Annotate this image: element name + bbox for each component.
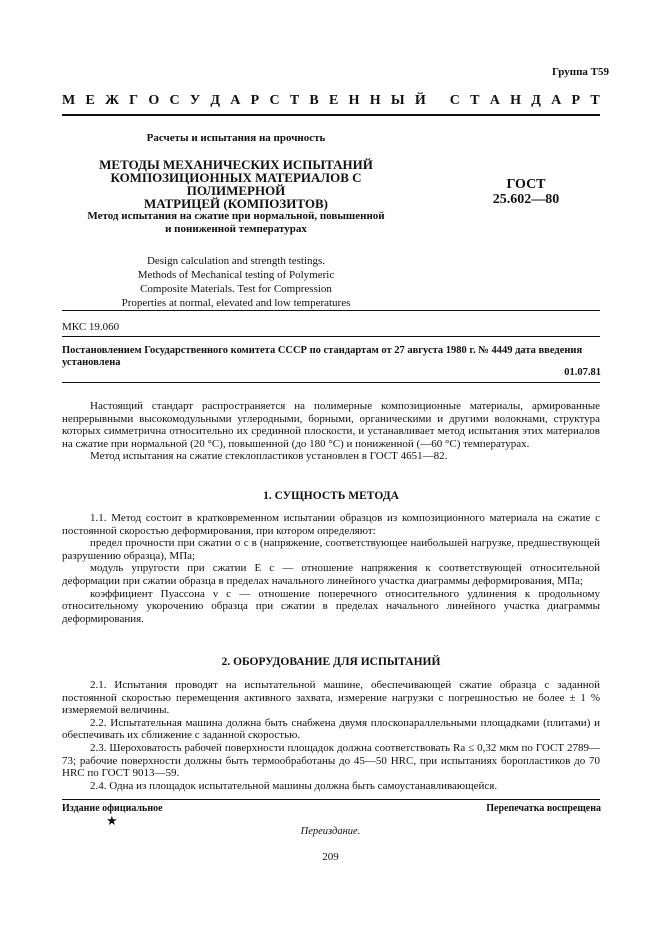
banner-letter: Н bbox=[348, 93, 360, 108]
subtitle-line: Метод испытания на сжатие при нормальной, повышенной bbox=[87, 210, 385, 222]
mks-code: МКС 19.060 bbox=[62, 321, 120, 333]
title-line: МЕТОДЫ МЕХАНИЧЕСКИХ ИСПЫТАНИЙ bbox=[99, 157, 373, 172]
banner-letter: Г bbox=[129, 93, 139, 108]
page-number: 209 bbox=[322, 851, 339, 863]
decree-text: Постановлением Государственного комитета СССР по стандартам от 27 августа 1980 г. № 4449 дата введения установлена bbox=[62, 345, 583, 368]
banner-letter: В bbox=[309, 93, 319, 108]
banner-letter: Е bbox=[85, 93, 95, 108]
english-title bbox=[62, 254, 410, 310]
gost-label: ГОСТ bbox=[506, 177, 546, 192]
banner-letter: О bbox=[148, 93, 160, 108]
section2-paragraph: 2.2. Испытательная машина должна быть снабжена двумя плоскопараллельными площадками (плитами) и обеспечивать их сближение с заданной скоростью. bbox=[62, 716, 600, 742]
banner-letter: Ы bbox=[390, 93, 405, 108]
banner-letter: У bbox=[189, 93, 201, 108]
banner-letter: Р bbox=[250, 93, 260, 108]
section2-paragraph: 2.4. Одна из площадок испытательной машины должна быть самоустанавливающейся. bbox=[90, 779, 498, 792]
banner-letter: Н bbox=[369, 93, 381, 108]
banner-letter: Ж bbox=[105, 93, 119, 108]
group-code: Группа Т59 bbox=[551, 66, 609, 78]
banner-letter: Й bbox=[414, 93, 426, 108]
english-line: Design calculation and strength testings. bbox=[146, 255, 326, 267]
effective-date: 01.07.81 bbox=[564, 367, 601, 378]
section2-body bbox=[62, 679, 600, 792]
banner-letter: Т bbox=[590, 93, 600, 108]
english-line: Methods of Mechanical testing of Polymeric bbox=[137, 269, 335, 281]
official-edition-label: Издание официальное bbox=[62, 803, 163, 814]
section1-paragraph: предел прочности при сжатии σ с в (напряжение, соответствующее наибольшей нагрузке, предшествующей разрушению образца), МПа; bbox=[62, 537, 600, 562]
intro-paragraph: Метод испытания на сжатие стеклопластиков установлен в ГОСТ 4651—82. bbox=[90, 450, 448, 463]
banner-letter: Т bbox=[470, 93, 480, 108]
reprint-prohibited-label: Перепечатка воспрещена bbox=[486, 803, 601, 814]
intro-section bbox=[62, 400, 600, 463]
english-line: Composite Materials. Test for Compression bbox=[140, 283, 332, 295]
banner-letter: А bbox=[230, 93, 241, 108]
section1-paragraph: модуль упругости при сжатии E с — отношение напряжения к соответствующей относительной деформации при сжатии образца в пределах начального линейного участка диаграммы деформирования, МПа; bbox=[62, 562, 600, 587]
banner-letter: С bbox=[449, 93, 460, 108]
banner-letter: С bbox=[269, 93, 280, 108]
banner-letter: Т bbox=[289, 93, 300, 108]
banner-letter: Р bbox=[571, 93, 581, 108]
star-icon: ★ bbox=[106, 813, 118, 828]
title-line: КОМПОЗИЦИОННЫХ МАТЕРИАЛОВ С ПОЛИМЕРНОЙ bbox=[110, 170, 362, 198]
banner-gap bbox=[436, 93, 440, 109]
section2-paragraph: 2.3. Шероховатость рабочей поверхности площадок должна соответствовать Ra ≤ 0,32 мкм по ГОСТ 2789—73; рабочие поверхности должны быть термообработаны до 45—50 HRC, при испытаниях боропластиков до 70 HRC по ГОСТ 9013—59. bbox=[62, 741, 600, 780]
banner-letter: С bbox=[169, 93, 180, 108]
section1-paragraph: коэффициент Пуассона ν с — отношение поперечного относительного удлинения к продольному относительному укорочению образца при сжатии в пределах начального линейного участка диаграммы деформирования. bbox=[62, 587, 600, 625]
english-line: Properties at normal, elevated and low temperatures bbox=[121, 297, 351, 309]
banner-letter: Е bbox=[329, 93, 339, 108]
intro-paragraph: Настоящий стандарт распространяется на полимерные композиционные материалы, армированные непрерывными высокомодульными углеродными, борными, органическими и другими волокнами, структура которых симметрична относительно их срединной плоскости, и устанавливает метод испытания этих материалов на сжатие при нормальной (20 °С), повышенной (до 180 °С) и пониженной (—60 °С) температурах. bbox=[62, 400, 600, 450]
banner-letter: Д bbox=[531, 93, 541, 108]
reissue-note: Переиздание. bbox=[300, 826, 361, 837]
subtitle-method bbox=[62, 210, 410, 236]
section1-body bbox=[62, 512, 600, 625]
standard-banner bbox=[62, 93, 600, 109]
banner-letter: Д bbox=[210, 93, 221, 108]
title-line: МАТРИЦЕЙ (КОМПОЗИТОВ) bbox=[143, 196, 328, 211]
section2-paragraph: 2.1. Испытания проводят на испытательной машине, обеспечивающей сжатие образца с заданной постоянной скоростью перемещения активного захвата, измерение нагрузки с погрешностью не более ± 1 % измеряемой величины. bbox=[62, 679, 600, 717]
subtitle-line: и пониженной температурах bbox=[165, 223, 307, 235]
banner-letter: А bbox=[551, 93, 562, 108]
footer-rule bbox=[62, 799, 600, 800]
banner-letter: А bbox=[489, 93, 500, 108]
section1-paragraph: 1.1. Метод состоит в кратковременном испытании образцов из композиционного материала на сжатие с постоянной скоростью деформирования, при котором определяют: bbox=[62, 512, 600, 537]
section2-heading: 2. ОБОРУДОВАНИЕ ДЛЯ ИСПЫТАНИЙ bbox=[221, 656, 441, 668]
section1-heading: 1. СУЩНОСТЬ МЕТОДА bbox=[263, 490, 399, 502]
title-rule bbox=[62, 310, 600, 311]
subtitle-strength: Расчеты и испытания на прочность bbox=[146, 132, 326, 144]
banner-letter: Н bbox=[510, 93, 522, 108]
decree-rule bbox=[62, 382, 600, 383]
document-title bbox=[62, 158, 410, 210]
gost-number: 25.602—80 bbox=[492, 192, 560, 207]
gost-designation bbox=[476, 177, 576, 207]
mks-rule bbox=[62, 336, 600, 337]
header-rule bbox=[62, 114, 600, 116]
banner-letter: М bbox=[62, 93, 76, 108]
